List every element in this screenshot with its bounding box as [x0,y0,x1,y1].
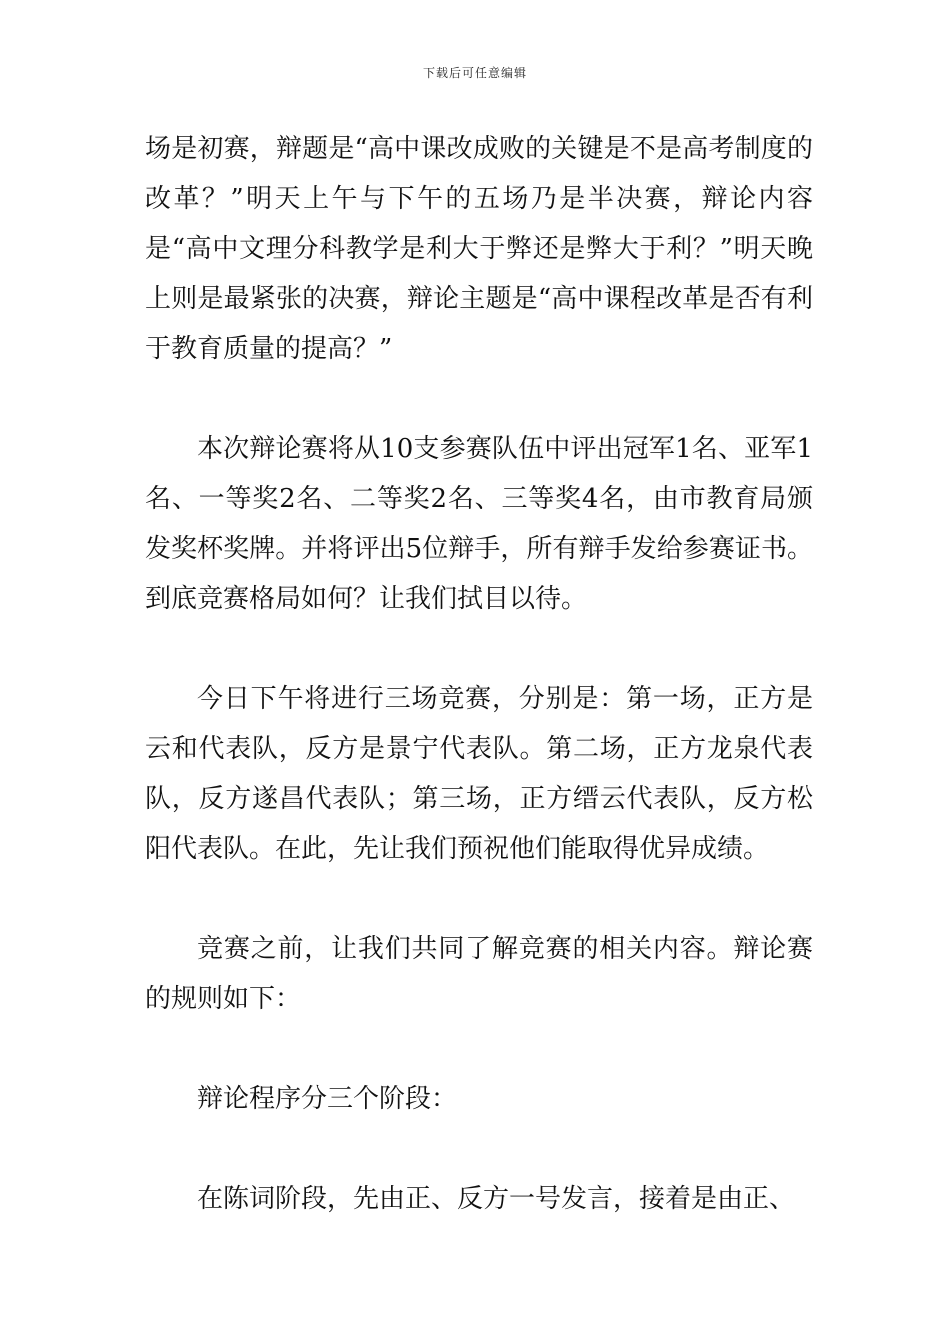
paragraph-afternoon-matches: 今日下午将进行三场竞赛，分别是：第一场，正方是云和代表队，反方是景宁代表队。第二场，正方龙泉代表队，反方遂昌代表队；第三场，正方缙云代表队，反方松阳代表队。在此，先让我们预祝他们能取得优异成绩。 [145,684,813,864]
paragraph-awards: 本次辩论赛将从10支参赛队伍中评出冠军1名、亚军1名、一等奖2名、二等奖2名、三等奖4名，由市教育局颁发奖杯奖牌。并将评出5位辩手，所有辩手发给参赛证书。到底竞赛格局如何？让我们拭目以待。 [145,434,813,614]
page-header: 下载后可任意编辑 [422,66,527,80]
document-body [145,124,813,1224]
paragraph-opening-statement: 在陈词阶段，先由正、反方一号发言，接着是由正、 [197,1184,796,1214]
paragraph-continuation: 场是初赛，辩题是“高中课改成败的关键是不是高考制度的改革？”明天上午与下午的五场乃是半决赛，辩论内容是“高中文理分科教学是利大于弊还是弊大于利？”明天晚上则是最紧张的决赛，辩论主题是“高中课程改革是否有利于教育质量的提高？” [145,134,813,364]
paragraph-rules-intro: 竞赛之前，让我们共同了解竞赛的相关内容。辩论赛的规则如下： [145,934,813,1014]
paragraph-procedure-stages: 辩论程序分三个阶段： [197,1084,458,1114]
